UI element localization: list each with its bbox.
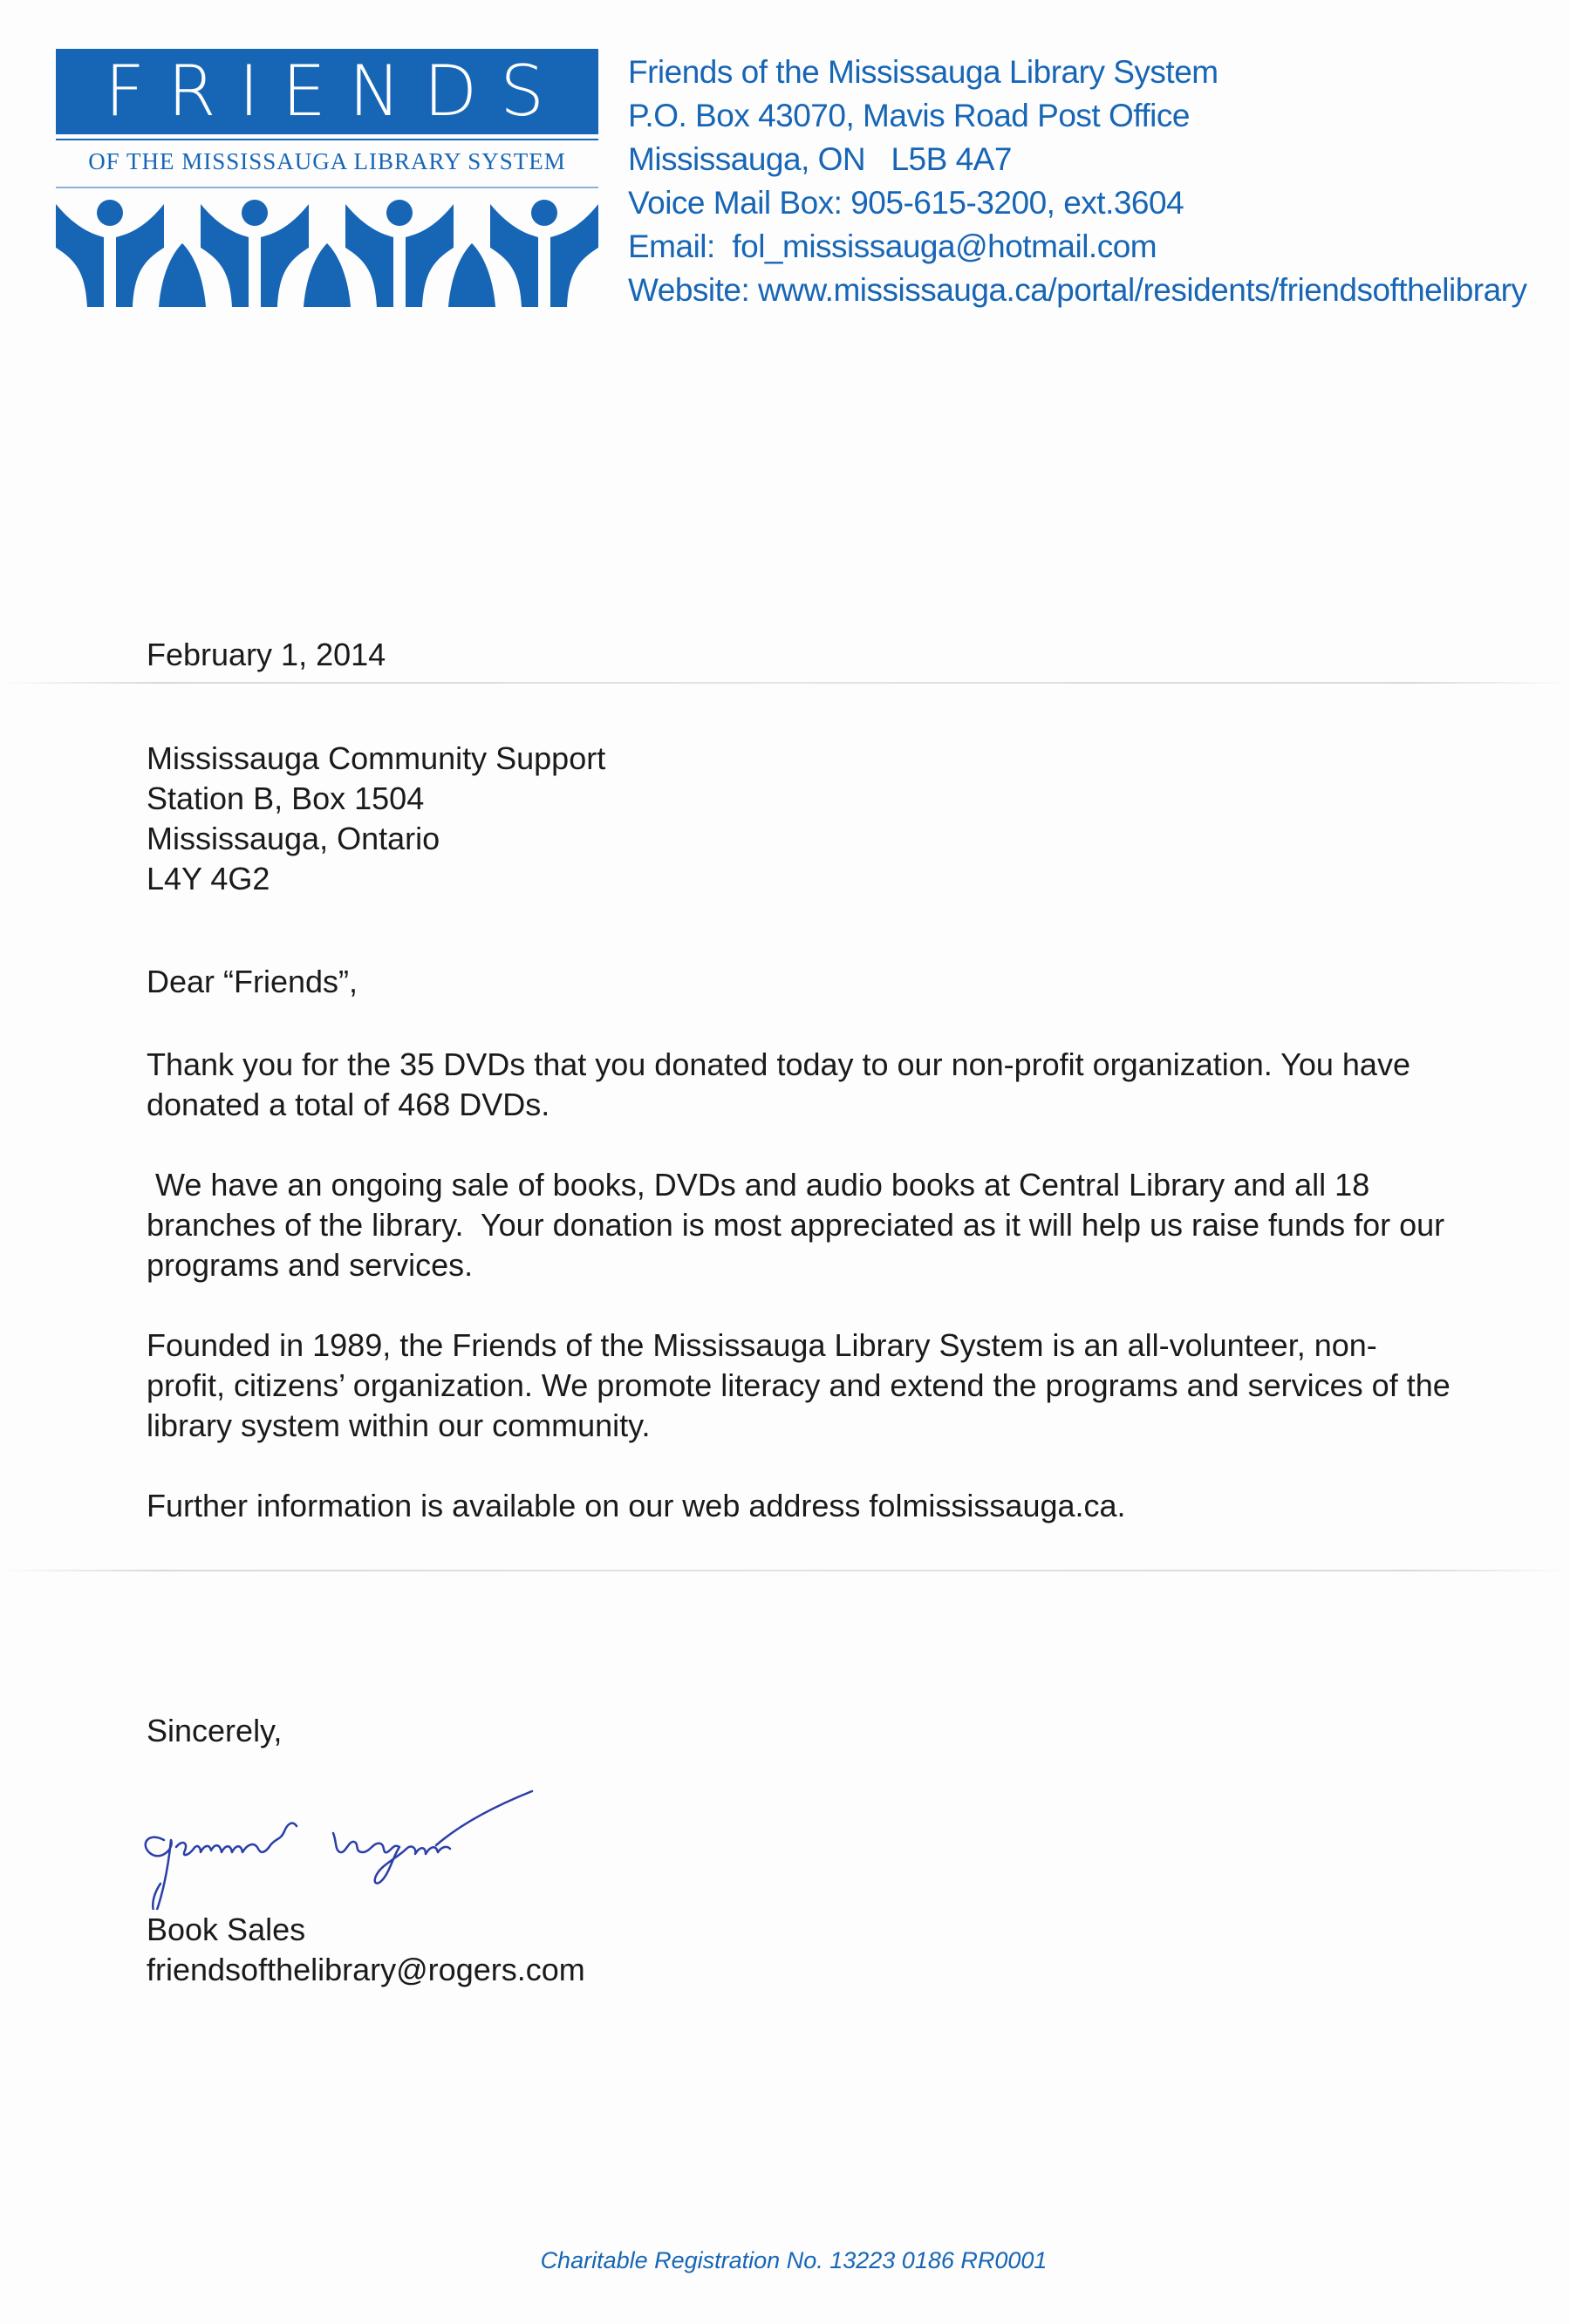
salutation: Dear “Friends”,: [147, 964, 358, 999]
org-contact-info: [628, 51, 1553, 312]
org-website: Website: www.mississauga.ca/portal/residents/friendsofthelibrary: [628, 272, 1527, 308]
paragraph: Further information is available on our web address folmississauga.ca.: [147, 1488, 1126, 1523]
fold-line-bottom: [0, 1570, 1570, 1571]
logo-figures-icon: [56, 195, 598, 309]
org-city: Mississauga, ON L5B 4A7: [628, 141, 1012, 177]
org-name: Friends of the Mississauga Library System: [628, 54, 1218, 90]
handwritten-signature: [131, 1779, 584, 1910]
closing: Sincerely,: [147, 1713, 283, 1748]
recipient-line: L4Y 4G2: [147, 861, 270, 896]
logo-subtitle: OF THE MISSISSAUGA LIBRARY SYSTEM: [88, 148, 566, 174]
logo-word: FRIENDS: [105, 51, 567, 132]
org-email: Email: fol_mississauga@hotmail.com: [628, 228, 1157, 264]
recipient-line: Mississauga, Ontario: [147, 821, 440, 856]
charitable-registration: Charitable Registration No. 13223 0186 RR0001: [540, 2247, 1048, 2273]
paragraph: Thank you for the 35 DVDs that you donated today to our non-profit organization. You have donated a total of 468 DVDs.: [147, 1046, 1410, 1122]
logo-rule-bottom: [56, 187, 598, 188]
recipient-line: Station B, Box 1504: [147, 780, 425, 816]
letter-date: February 1, 2014: [147, 637, 386, 672]
signer-title: Book Sales: [147, 1912, 306, 1947]
signature-block: [147, 1910, 585, 1990]
friends-logo: [56, 49, 598, 315]
paragraph: We have an ongoing sale of books, DVDs and audio books at Central Library and all 18 branches of the library. Your donation is most appreciated as it will help us raise funds for our programs and services.: [147, 1167, 1454, 1283]
recipient-address: [147, 739, 1507, 899]
logo-rule: [56, 139, 598, 140]
org-po-box: P.O. Box 43070, Mavis Road Post Office: [628, 98, 1190, 133]
org-voicemail: Voice Mail Box: 905-615-3200, ext.3604: [628, 185, 1184, 221]
recipient-line: Mississauga Community Support: [147, 740, 606, 776]
paragraph: Founded in 1989, the Friends of the Mississauga Library System is an all-volunteer, non-profit, citizens’ organization. We promote literacy and extend the programs and services of the library system within our community.: [147, 1327, 1451, 1443]
letter-body: [147, 635, 1507, 1566]
signer-email: friendsofthelibrary@rogers.com: [147, 1952, 585, 1987]
